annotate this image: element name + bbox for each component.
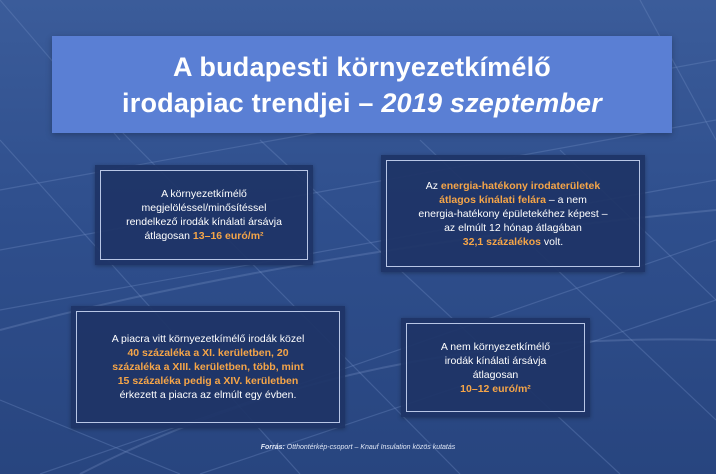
price-highlight: 10–12 euró/m² xyxy=(460,382,531,395)
info-card-top-right xyxy=(381,155,645,272)
price-highlight: 13–16 euró/m² xyxy=(192,230,264,242)
source-note: Forrás: Otthontérkép-csoport – Knauf Insulation közös kutatás xyxy=(260,444,456,451)
info-card-text: Az energia-hatékony irodaterületek átlagos kínálati felára – a nem energia-hatékony épületekéhez képest – az elmúlt 12 hónap átlagában 32,1 százalékos volt. xyxy=(418,179,608,248)
info-card-text: A nem környezetkímélő irodák kínálati ársávja átlagosan 10–12 euró/m² xyxy=(440,340,551,395)
title-line-1: A budapesti környezetkímélő xyxy=(173,51,551,82)
info-card-bottom-right xyxy=(401,318,590,417)
percent-highlight: 32,1 százalékos xyxy=(462,235,542,248)
title-banner xyxy=(52,36,672,133)
info-card-top-left xyxy=(95,165,313,265)
title-date: 2019 szeptember xyxy=(381,87,602,118)
info-card-text: A környezetkímélő megjelöléssel/minősítéssel rendelkező irodák kínálati ársávja átlagosan 13–16 euró/m² xyxy=(126,188,282,242)
title-line-2 xyxy=(122,85,602,121)
info-card-text: A piacra vitt környezetkímélő irodák közel 40 százaléka a XI. kerületben, 20 százaléka a XIII. kerületben, több, mint 15 százaléka pedig a XIV. kerületben érkezett a piacra az elmúlt egy évben. xyxy=(111,333,305,401)
info-card-bottom-left xyxy=(71,306,345,428)
title-line-2-text: irodapiac trendjei – xyxy=(122,87,382,118)
